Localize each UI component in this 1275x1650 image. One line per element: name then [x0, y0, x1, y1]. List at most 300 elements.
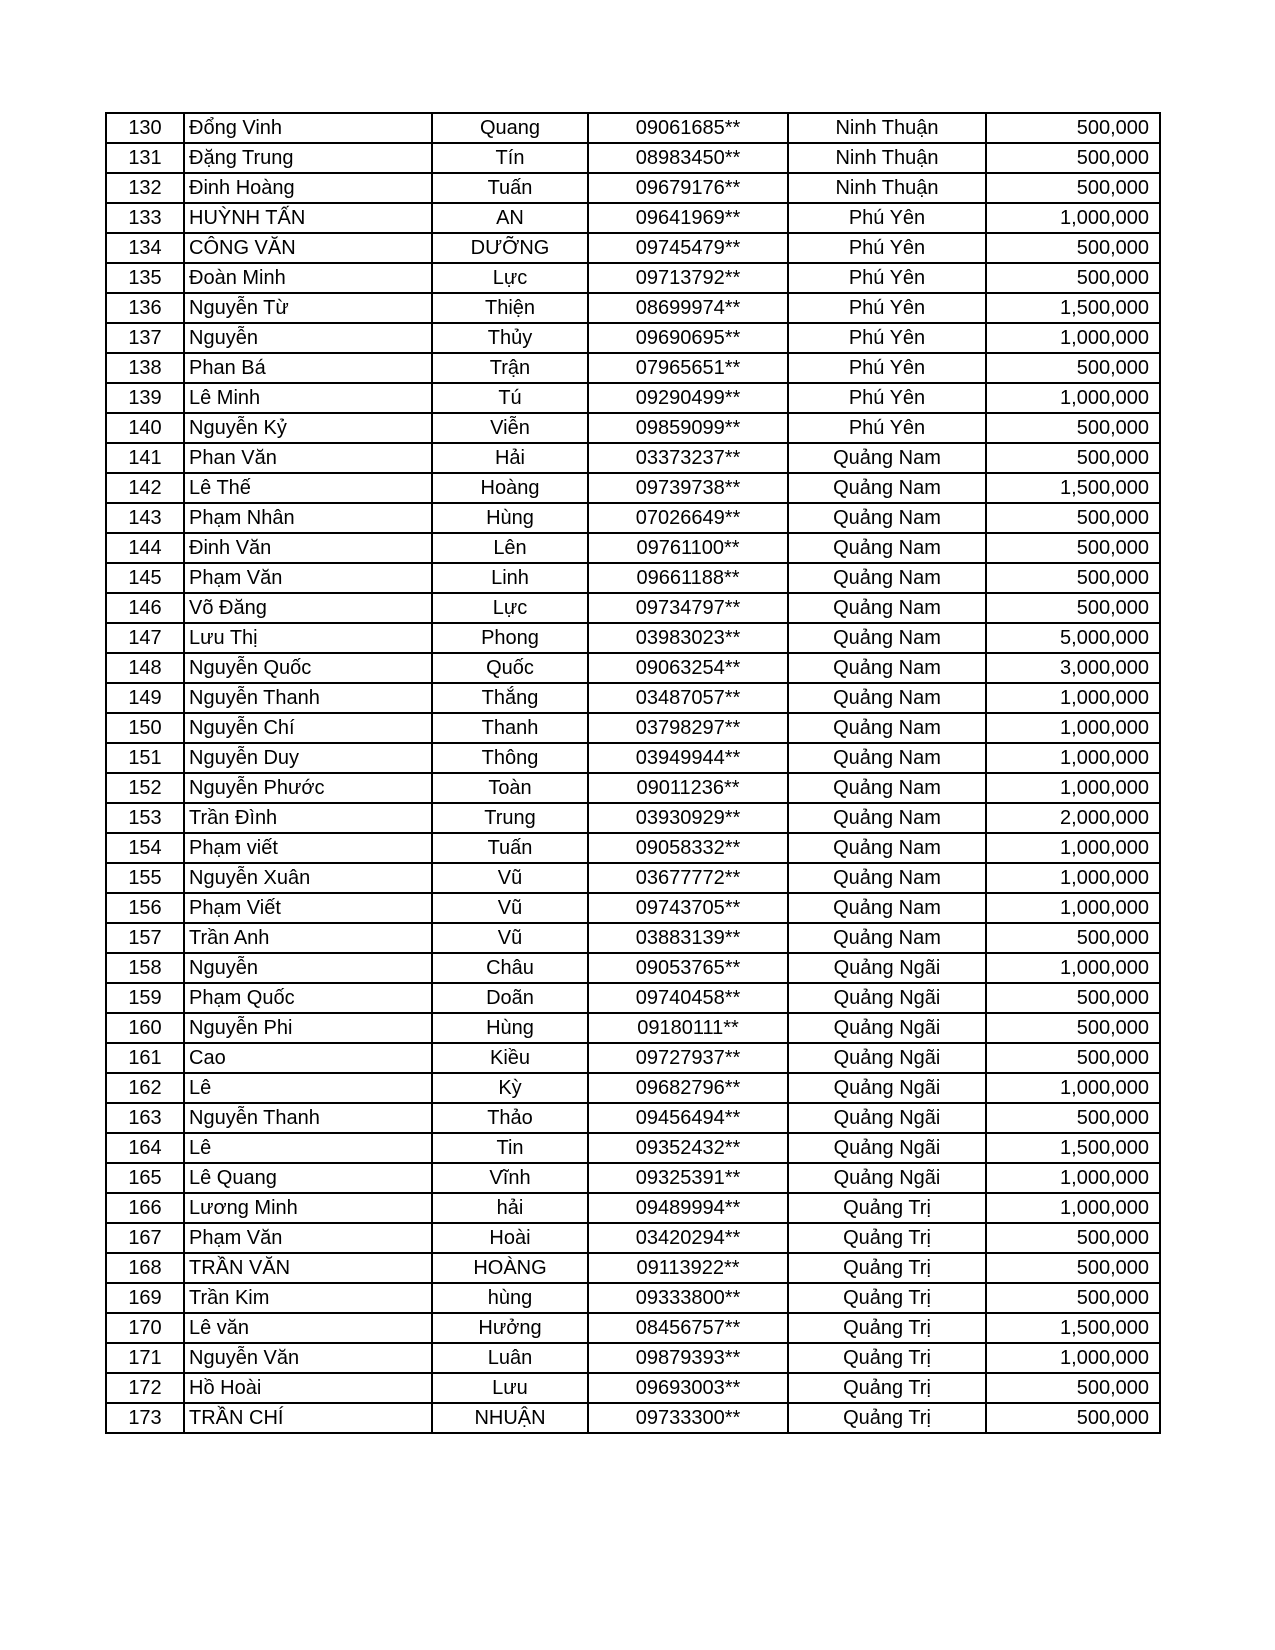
- family-middle-name-cell: Lê: [184, 1133, 432, 1163]
- row-number-cell: 168: [106, 1253, 184, 1283]
- family-middle-name-cell: Trần Kim: [184, 1283, 432, 1313]
- phone-number-cell: 09063254**: [588, 653, 788, 683]
- given-name-cell: Quốc: [432, 653, 588, 683]
- province-cell: Quảng Trị: [788, 1193, 986, 1223]
- amount-cell: 500,000: [986, 503, 1160, 533]
- row-number-cell: 146: [106, 593, 184, 623]
- given-name-cell: Tuấn: [432, 173, 588, 203]
- table-row: [106, 1013, 1160, 1043]
- amount-cell: 3,000,000: [986, 653, 1160, 683]
- family-middle-name-cell: Trần Đình: [184, 803, 432, 833]
- family-middle-name-cell: Đinh Hoàng: [184, 173, 432, 203]
- row-number-cell: 163: [106, 1103, 184, 1133]
- amount-cell: 500,000: [986, 263, 1160, 293]
- province-cell: Quảng Trị: [788, 1343, 986, 1373]
- province-cell: Quảng Trị: [788, 1223, 986, 1253]
- amount-cell: 500,000: [986, 1103, 1160, 1133]
- phone-number-cell: 09745479**: [588, 233, 788, 263]
- row-number-cell: 142: [106, 473, 184, 503]
- province-cell: Quảng Nam: [788, 683, 986, 713]
- table-row: [106, 593, 1160, 623]
- amount-cell: 1,000,000: [986, 893, 1160, 923]
- phone-number-cell: 09113922**: [588, 1253, 788, 1283]
- given-name-cell: Phong: [432, 623, 588, 653]
- phone-number-cell: 09734797**: [588, 593, 788, 623]
- phone-number-cell: 07026649**: [588, 503, 788, 533]
- table-row: [106, 1373, 1160, 1403]
- amount-cell: 500,000: [986, 1223, 1160, 1253]
- province-cell: Quảng Ngãi: [788, 1043, 986, 1073]
- table-row: [106, 263, 1160, 293]
- given-name-cell: Thảo: [432, 1103, 588, 1133]
- family-middle-name-cell: Nguyễn: [184, 323, 432, 353]
- row-number-cell: 152: [106, 773, 184, 803]
- given-name-cell: Tín: [432, 143, 588, 173]
- donation-table: [105, 112, 1161, 1434]
- row-number-cell: 145: [106, 563, 184, 593]
- row-number-cell: 161: [106, 1043, 184, 1073]
- province-cell: Quảng Trị: [788, 1373, 986, 1403]
- amount-cell: 1,000,000: [986, 203, 1160, 233]
- province-cell: Phú Yên: [788, 263, 986, 293]
- phone-number-cell: 09743705**: [588, 893, 788, 923]
- amount-cell: 2,000,000: [986, 803, 1160, 833]
- row-number-cell: 159: [106, 983, 184, 1013]
- given-name-cell: Lên: [432, 533, 588, 563]
- table-row: [106, 653, 1160, 683]
- table-row: [106, 773, 1160, 803]
- row-number-cell: 132: [106, 173, 184, 203]
- amount-cell: 500,000: [986, 353, 1160, 383]
- phone-number-cell: 09290499**: [588, 383, 788, 413]
- province-cell: Quảng Ngãi: [788, 1013, 986, 1043]
- table-row: [106, 1103, 1160, 1133]
- table-row: [106, 503, 1160, 533]
- province-cell: Quảng Nam: [788, 443, 986, 473]
- row-number-cell: 143: [106, 503, 184, 533]
- row-number-cell: 141: [106, 443, 184, 473]
- family-middle-name-cell: Phạm viết: [184, 833, 432, 863]
- province-cell: Quảng Nam: [788, 533, 986, 563]
- family-middle-name-cell: TRẦN CHÍ: [184, 1403, 432, 1433]
- table-row: [106, 803, 1160, 833]
- row-number-cell: 169: [106, 1283, 184, 1313]
- amount-cell: 5,000,000: [986, 623, 1160, 653]
- given-name-cell: Tuấn: [432, 833, 588, 863]
- phone-number-cell: 03677772**: [588, 863, 788, 893]
- row-number-cell: 133: [106, 203, 184, 233]
- amount-cell: 500,000: [986, 143, 1160, 173]
- family-middle-name-cell: Phạm Viết: [184, 893, 432, 923]
- row-number-cell: 157: [106, 923, 184, 953]
- table-row: [106, 533, 1160, 563]
- given-name-cell: Toàn: [432, 773, 588, 803]
- province-cell: Quảng Ngãi: [788, 1103, 986, 1133]
- amount-cell: 500,000: [986, 113, 1160, 143]
- province-cell: Quảng Nam: [788, 503, 986, 533]
- province-cell: Phú Yên: [788, 293, 986, 323]
- row-number-cell: 156: [106, 893, 184, 923]
- table-row: [106, 1073, 1160, 1103]
- amount-cell: 1,000,000: [986, 833, 1160, 863]
- family-middle-name-cell: Nguyễn Văn: [184, 1343, 432, 1373]
- row-number-cell: 139: [106, 383, 184, 413]
- amount-cell: 1,500,000: [986, 1133, 1160, 1163]
- phone-number-cell: 09061685**: [588, 113, 788, 143]
- given-name-cell: Viễn: [432, 413, 588, 443]
- given-name-cell: Hoàng: [432, 473, 588, 503]
- phone-number-cell: 09859099**: [588, 413, 788, 443]
- province-cell: Ninh Thuận: [788, 143, 986, 173]
- family-middle-name-cell: Nguyễn Duy: [184, 743, 432, 773]
- phone-number-cell: 09739738**: [588, 473, 788, 503]
- phone-number-cell: 09333800**: [588, 1283, 788, 1313]
- amount-cell: 1,000,000: [986, 953, 1160, 983]
- table-row: [106, 473, 1160, 503]
- amount-cell: 500,000: [986, 923, 1160, 953]
- given-name-cell: Hải: [432, 443, 588, 473]
- phone-number-cell: 09733300**: [588, 1403, 788, 1433]
- table-row: [106, 1253, 1160, 1283]
- family-middle-name-cell: Lê văn: [184, 1313, 432, 1343]
- province-cell: Quảng Trị: [788, 1313, 986, 1343]
- row-number-cell: 173: [106, 1403, 184, 1433]
- province-cell: Quảng Nam: [788, 833, 986, 863]
- phone-number-cell: 09690695**: [588, 323, 788, 353]
- family-middle-name-cell: Nguyễn Thanh: [184, 683, 432, 713]
- phone-number-cell: 03949944**: [588, 743, 788, 773]
- province-cell: Phú Yên: [788, 353, 986, 383]
- given-name-cell: Vũ: [432, 893, 588, 923]
- province-cell: Quảng Nam: [788, 593, 986, 623]
- given-name-cell: hùng: [432, 1283, 588, 1313]
- phone-number-cell: 09761100**: [588, 533, 788, 563]
- table-row: [106, 323, 1160, 353]
- amount-cell: 500,000: [986, 1403, 1160, 1433]
- row-number-cell: 158: [106, 953, 184, 983]
- family-middle-name-cell: Lê: [184, 1073, 432, 1103]
- table-row: [106, 1043, 1160, 1073]
- amount-cell: 1,500,000: [986, 293, 1160, 323]
- given-name-cell: hải: [432, 1193, 588, 1223]
- given-name-cell: Thủy: [432, 323, 588, 353]
- family-middle-name-cell: Nguyễn Kỷ: [184, 413, 432, 443]
- row-number-cell: 154: [106, 833, 184, 863]
- given-name-cell: NHUẬN: [432, 1403, 588, 1433]
- amount-cell: 1,000,000: [986, 713, 1160, 743]
- table-row: [106, 353, 1160, 383]
- amount-cell: 500,000: [986, 443, 1160, 473]
- amount-cell: 1,000,000: [986, 383, 1160, 413]
- family-middle-name-cell: Lê Minh: [184, 383, 432, 413]
- given-name-cell: Hùng: [432, 1013, 588, 1043]
- amount-cell: 1,000,000: [986, 683, 1160, 713]
- given-name-cell: Thắng: [432, 683, 588, 713]
- amount-cell: 1,000,000: [986, 1073, 1160, 1103]
- family-middle-name-cell: Lưu Thị: [184, 623, 432, 653]
- family-middle-name-cell: Đổng Vinh: [184, 113, 432, 143]
- phone-number-cell: 09352432**: [588, 1133, 788, 1163]
- amount-cell: 500,000: [986, 1253, 1160, 1283]
- given-name-cell: Thiện: [432, 293, 588, 323]
- phone-number-cell: 08699974**: [588, 293, 788, 323]
- row-number-cell: 171: [106, 1343, 184, 1373]
- given-name-cell: Kiều: [432, 1043, 588, 1073]
- table-row: [106, 563, 1160, 593]
- phone-number-cell: 03983023**: [588, 623, 788, 653]
- given-name-cell: Châu: [432, 953, 588, 983]
- table-row: [106, 1223, 1160, 1253]
- family-middle-name-cell: Phan Văn: [184, 443, 432, 473]
- table-row: [106, 833, 1160, 863]
- phone-number-cell: 08456757**: [588, 1313, 788, 1343]
- given-name-cell: Vũ: [432, 923, 588, 953]
- table-row: [106, 1163, 1160, 1193]
- province-cell: Quảng Nam: [788, 623, 986, 653]
- phone-number-cell: 09053765**: [588, 953, 788, 983]
- family-middle-name-cell: Lương Minh: [184, 1193, 432, 1223]
- phone-number-cell: 09180111**: [588, 1013, 788, 1043]
- amount-cell: 500,000: [986, 593, 1160, 623]
- province-cell: Quảng Trị: [788, 1403, 986, 1433]
- family-middle-name-cell: Lê Thế: [184, 473, 432, 503]
- province-cell: Quảng Nam: [788, 653, 986, 683]
- table-row: [106, 233, 1160, 263]
- family-middle-name-cell: Phạm Văn: [184, 563, 432, 593]
- row-number-cell: 149: [106, 683, 184, 713]
- province-cell: Quảng Trị: [788, 1283, 986, 1313]
- row-number-cell: 167: [106, 1223, 184, 1253]
- row-number-cell: 147: [106, 623, 184, 653]
- table-row: [106, 983, 1160, 1013]
- row-number-cell: 170: [106, 1313, 184, 1343]
- amount-cell: 500,000: [986, 1013, 1160, 1043]
- province-cell: Phú Yên: [788, 383, 986, 413]
- amount-cell: 1,000,000: [986, 743, 1160, 773]
- row-number-cell: 165: [106, 1163, 184, 1193]
- amount-cell: 500,000: [986, 173, 1160, 203]
- family-middle-name-cell: Phạm Văn: [184, 1223, 432, 1253]
- family-middle-name-cell: TRẦN VĂN: [184, 1253, 432, 1283]
- given-name-cell: Hoài: [432, 1223, 588, 1253]
- table-row: [106, 1343, 1160, 1373]
- phone-number-cell: 09740458**: [588, 983, 788, 1013]
- province-cell: Phú Yên: [788, 233, 986, 263]
- province-cell: Quảng Ngãi: [788, 1163, 986, 1193]
- table-row: [106, 1403, 1160, 1433]
- row-number-cell: 164: [106, 1133, 184, 1163]
- given-name-cell: Lưu: [432, 1373, 588, 1403]
- family-middle-name-cell: Nguyễn Thanh: [184, 1103, 432, 1133]
- family-middle-name-cell: HUỲNH TẤN: [184, 203, 432, 233]
- row-number-cell: 151: [106, 743, 184, 773]
- given-name-cell: Tin: [432, 1133, 588, 1163]
- amount-cell: 1,000,000: [986, 863, 1160, 893]
- family-middle-name-cell: Hồ Hoài: [184, 1373, 432, 1403]
- given-name-cell: Doãn: [432, 983, 588, 1013]
- table-row: [106, 293, 1160, 323]
- amount-cell: 500,000: [986, 563, 1160, 593]
- family-middle-name-cell: Trần Anh: [184, 923, 432, 953]
- family-middle-name-cell: Nguyễn Quốc: [184, 653, 432, 683]
- province-cell: Phú Yên: [788, 413, 986, 443]
- given-name-cell: AN: [432, 203, 588, 233]
- table-row: [106, 413, 1160, 443]
- province-cell: Quảng Nam: [788, 563, 986, 593]
- family-middle-name-cell: Phan Bá: [184, 353, 432, 383]
- family-middle-name-cell: Nguyễn: [184, 953, 432, 983]
- family-middle-name-cell: Nguyễn Từ: [184, 293, 432, 323]
- province-cell: Quảng Ngãi: [788, 953, 986, 983]
- row-number-cell: 172: [106, 1373, 184, 1403]
- row-number-cell: 144: [106, 533, 184, 563]
- province-cell: Ninh Thuận: [788, 173, 986, 203]
- table-row: [106, 893, 1160, 923]
- given-name-cell: Kỳ: [432, 1073, 588, 1103]
- province-cell: Ninh Thuận: [788, 113, 986, 143]
- phone-number-cell: 09682796**: [588, 1073, 788, 1103]
- family-middle-name-cell: CÔNG VĂN: [184, 233, 432, 263]
- table-row: [106, 383, 1160, 413]
- table-row: [106, 1133, 1160, 1163]
- row-number-cell: 138: [106, 353, 184, 383]
- amount-cell: 500,000: [986, 413, 1160, 443]
- phone-number-cell: 09325391**: [588, 1163, 788, 1193]
- row-number-cell: 135: [106, 263, 184, 293]
- row-number-cell: 162: [106, 1073, 184, 1103]
- phone-number-cell: 08983450**: [588, 143, 788, 173]
- amount-cell: 500,000: [986, 533, 1160, 563]
- phone-number-cell: 09679176**: [588, 173, 788, 203]
- family-middle-name-cell: Đinh Văn: [184, 533, 432, 563]
- phone-number-cell: 09661188**: [588, 563, 788, 593]
- family-middle-name-cell: Đoàn Minh: [184, 263, 432, 293]
- given-name-cell: Lực: [432, 593, 588, 623]
- amount-cell: 500,000: [986, 1043, 1160, 1073]
- phone-number-cell: 03487057**: [588, 683, 788, 713]
- row-number-cell: 150: [106, 713, 184, 743]
- given-name-cell: Tú: [432, 383, 588, 413]
- phone-number-cell: 09879393**: [588, 1343, 788, 1373]
- table-row: [106, 203, 1160, 233]
- amount-cell: 500,000: [986, 1373, 1160, 1403]
- family-middle-name-cell: Nguyễn Phi: [184, 1013, 432, 1043]
- amount-cell: 1,500,000: [986, 1313, 1160, 1343]
- given-name-cell: HOÀNG: [432, 1253, 588, 1283]
- province-cell: Quảng Ngãi: [788, 1073, 986, 1103]
- province-cell: Quảng Nam: [788, 473, 986, 503]
- table-row: [106, 443, 1160, 473]
- amount-cell: 1,000,000: [986, 323, 1160, 353]
- row-number-cell: 136: [106, 293, 184, 323]
- given-name-cell: DƯỠNG: [432, 233, 588, 263]
- row-number-cell: 160: [106, 1013, 184, 1043]
- row-number-cell: 153: [106, 803, 184, 833]
- amount-cell: 500,000: [986, 233, 1160, 263]
- province-cell: Quảng Nam: [788, 713, 986, 743]
- given-name-cell: Trận: [432, 353, 588, 383]
- phone-number-cell: 09641969**: [588, 203, 788, 233]
- table-row: [106, 953, 1160, 983]
- province-cell: Quảng Nam: [788, 773, 986, 803]
- amount-cell: 500,000: [986, 1283, 1160, 1313]
- table-row: [106, 863, 1160, 893]
- row-number-cell: 131: [106, 143, 184, 173]
- phone-number-cell: 09727937**: [588, 1043, 788, 1073]
- given-name-cell: Hùng: [432, 503, 588, 533]
- amount-cell: 1,000,000: [986, 1163, 1160, 1193]
- row-number-cell: 155: [106, 863, 184, 893]
- table-row: [106, 1283, 1160, 1313]
- table-row: [106, 113, 1160, 143]
- row-number-cell: 130: [106, 113, 184, 143]
- amount-cell: 1,000,000: [986, 1193, 1160, 1223]
- family-middle-name-cell: Phạm Quốc: [184, 983, 432, 1013]
- table-row: [106, 623, 1160, 653]
- province-cell: Quảng Nam: [788, 893, 986, 923]
- amount-cell: 1,000,000: [986, 773, 1160, 803]
- given-name-cell: Quang: [432, 113, 588, 143]
- given-name-cell: Vũ: [432, 863, 588, 893]
- phone-number-cell: 09693003**: [588, 1373, 788, 1403]
- table-row: [106, 1313, 1160, 1343]
- province-cell: Phú Yên: [788, 323, 986, 353]
- province-cell: Quảng Ngãi: [788, 1133, 986, 1163]
- phone-number-cell: 03930929**: [588, 803, 788, 833]
- province-cell: Phú Yên: [788, 203, 986, 233]
- row-number-cell: 140: [106, 413, 184, 443]
- phone-number-cell: 09489994**: [588, 1193, 788, 1223]
- amount-cell: 500,000: [986, 983, 1160, 1013]
- amount-cell: 1,000,000: [986, 1343, 1160, 1373]
- phone-number-cell: 03798297**: [588, 713, 788, 743]
- table-row: [106, 143, 1160, 173]
- phone-number-cell: 03373237**: [588, 443, 788, 473]
- province-cell: Quảng Nam: [788, 743, 986, 773]
- row-number-cell: 166: [106, 1193, 184, 1223]
- given-name-cell: Vĩnh: [432, 1163, 588, 1193]
- phone-number-cell: 09058332**: [588, 833, 788, 863]
- province-cell: Quảng Nam: [788, 803, 986, 833]
- family-middle-name-cell: Đặng Trung: [184, 143, 432, 173]
- family-middle-name-cell: Nguyễn Phước: [184, 773, 432, 803]
- province-cell: Quảng Nam: [788, 863, 986, 893]
- given-name-cell: Lực: [432, 263, 588, 293]
- row-number-cell: 134: [106, 233, 184, 263]
- table-row: [106, 1193, 1160, 1223]
- given-name-cell: Linh: [432, 563, 588, 593]
- family-middle-name-cell: Lê Quang: [184, 1163, 432, 1193]
- table-row: [106, 683, 1160, 713]
- family-middle-name-cell: Phạm Nhân: [184, 503, 432, 533]
- phone-number-cell: 03883139**: [588, 923, 788, 953]
- donation-table-body: [106, 113, 1160, 1433]
- phone-number-cell: 09713792**: [588, 263, 788, 293]
- family-middle-name-cell: Võ Đăng: [184, 593, 432, 623]
- amount-cell: 1,500,000: [986, 473, 1160, 503]
- given-name-cell: Trung: [432, 803, 588, 833]
- family-middle-name-cell: Nguyễn Xuân: [184, 863, 432, 893]
- row-number-cell: 148: [106, 653, 184, 683]
- table-row: [106, 923, 1160, 953]
- given-name-cell: Thanh: [432, 713, 588, 743]
- phone-number-cell: 03420294**: [588, 1223, 788, 1253]
- table-row: [106, 173, 1160, 203]
- given-name-cell: Luân: [432, 1343, 588, 1373]
- province-cell: Quảng Trị: [788, 1253, 986, 1283]
- table-row: [106, 713, 1160, 743]
- phone-number-cell: 09011236**: [588, 773, 788, 803]
